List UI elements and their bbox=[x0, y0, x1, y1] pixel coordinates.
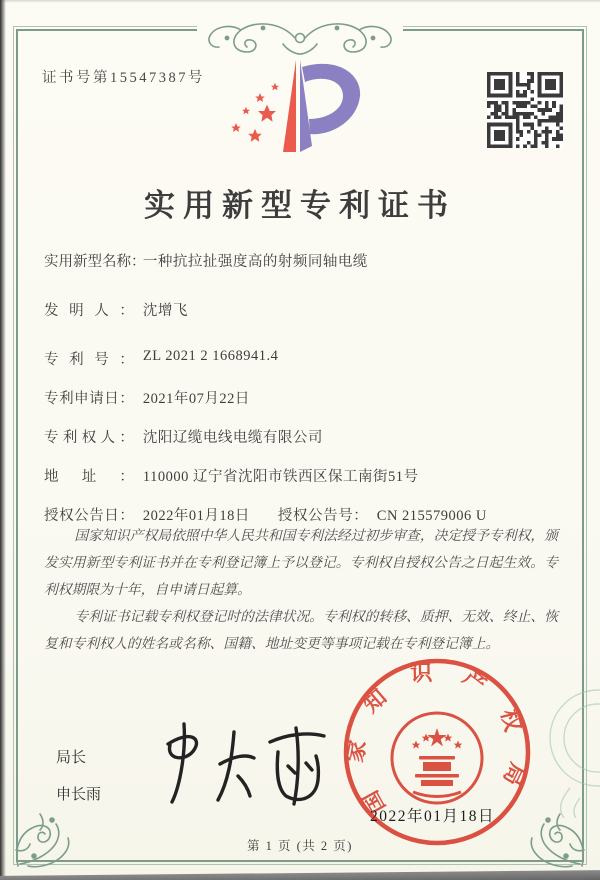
field-label: 实用新型名称： bbox=[44, 254, 146, 270]
seal-date: 2022年01月18日 bbox=[370, 808, 496, 825]
signature-handwriting-icon bbox=[148, 712, 343, 814]
field-value: 110000 辽宁省沈阳市铁西区保工南街51号 bbox=[142, 469, 419, 485]
field-value: ZL 2021 2 1668941.4 bbox=[142, 348, 279, 364]
legal-text bbox=[44, 522, 558, 657]
field-row-patent-number bbox=[44, 348, 560, 369]
seal-organization-text: 国家知识产权局 bbox=[342, 659, 533, 818]
scan-edge-bottom bbox=[0, 870, 600, 880]
field-row-patentee bbox=[44, 426, 560, 447]
national-emblem-icon bbox=[392, 713, 482, 803]
field-list bbox=[44, 250, 560, 543]
field-row-filing-date bbox=[44, 387, 560, 408]
signer-title: 局长 bbox=[56, 750, 87, 766]
field-value: 沈阳辽缆电线电缆有限公司 bbox=[142, 430, 323, 446]
field-label: 地址： bbox=[44, 469, 134, 485]
grant-number-label: 授权公告号： bbox=[277, 508, 368, 524]
field-value: 2021年07月22日 bbox=[142, 391, 250, 407]
field-label: 发明人： bbox=[44, 303, 134, 319]
field-label: 专利申请日： bbox=[44, 391, 134, 407]
field-value: 一种抗拉扯强度高的射频同轴电缆 bbox=[142, 254, 368, 270]
cnipa-logo-icon bbox=[222, 54, 374, 166]
field-value: 沈增飞 bbox=[142, 303, 188, 319]
legal-paragraph-2: 专利证书记载专利权登记时的法律状况。专利权的转移、质押、无效、终止、恢复和专利权人的姓名或名称、国籍、地址变更等事项记载在专利登记簿上。 bbox=[44, 609, 558, 651]
field-row-address bbox=[44, 465, 560, 486]
certificate-number: 证书号第15547387号 bbox=[42, 70, 205, 86]
field-row-inventor bbox=[44, 299, 560, 320]
grant-date-value: 2022年01月18日 bbox=[142, 508, 250, 524]
field-label: 专利权人： bbox=[44, 430, 134, 446]
signer-block bbox=[56, 740, 101, 814]
certificate-title: 实用新型专利证书 bbox=[144, 188, 456, 223]
grant-number-value: CN 215579006 U bbox=[376, 508, 487, 524]
page-number: 第 1 页 (共 2 页) bbox=[247, 839, 353, 853]
signer-name: 申长雨 bbox=[56, 787, 102, 803]
scan-edge-left bbox=[0, 0, 6, 880]
field-row-utility-model-name bbox=[44, 250, 560, 271]
guilloche-pattern-icon bbox=[540, 668, 600, 818]
qr-code-icon bbox=[487, 72, 563, 148]
scan-edge-top bbox=[0, 0, 600, 3]
field-label: 专利号： bbox=[44, 352, 134, 368]
legal-paragraph-1: 国家知识产权局依照中华人民共和国专利法经过初步审查，决定授予专利权，颁发实用新型专利证书并在专利登记簿上予以登记。专利权自授权公告之日起生效。专利权期限为十年，自申请日起算。 bbox=[44, 528, 558, 597]
grant-date-label: 授权公告日： bbox=[44, 508, 134, 524]
